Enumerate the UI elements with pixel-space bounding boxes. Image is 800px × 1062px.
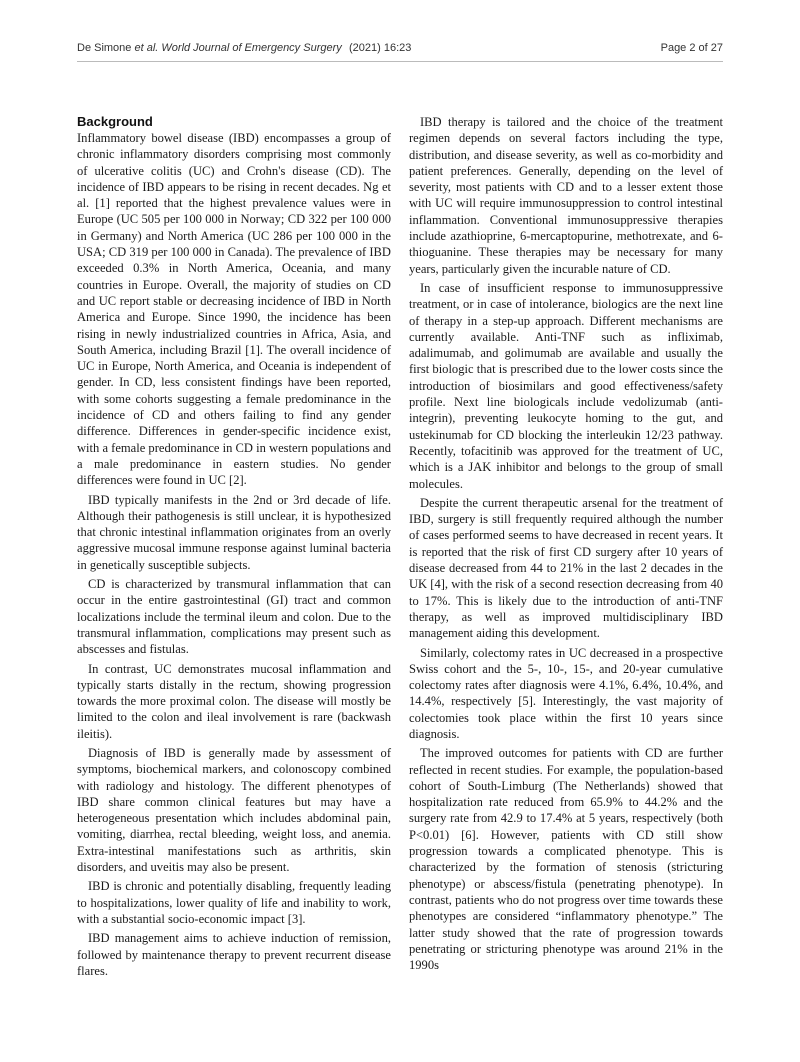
- header-journal: World Journal of Emergency Surgery: [161, 42, 342, 54]
- paragraph: IBD typically manifests in the 2nd or 3rd decade of life. Although their pathogenesis is still unclear, it is hypothesized that chronic intestinal inflammation originates from an overly aggressive mucosal immune response against luminal bacteria in genetically susceptible subjects.: [77, 492, 391, 572]
- paragraph: IBD is chronic and potentially disabling, frequently leading to hospitalizations, lower quality of life and inability to work, with a substantial socio-economic impact [3].: [77, 879, 391, 926]
- header-etal: et al.: [134, 42, 159, 54]
- paragraph: CD is characterized by transmural inflammation that can occur in the entire gastrointestinal (GI) tract and common localizations include the terminal ileum and colon. Due to the transmural inflammation, complications may present such as abscesses and fistulas.: [77, 577, 391, 657]
- paragraph: Similarly, colectomy rates in UC decreased in a prospective Swiss cohort and the 5-, 10-, 15-, and 20-year cumulative colectomy rates after diagnosis were 4.1%, 6.4%, 10.4%, and 14.4%, respectively [5]. Interestingly, the vast majority of colectomies took place within the first 10 years since diagnosis.: [409, 645, 723, 741]
- header-rule: [77, 61, 723, 62]
- header-page-number: Page 2 of 27: [660, 42, 723, 54]
- paragraph: IBD therapy is tailored and the choice of the treatment regimen depends on several factors including the type, distribution, and disease severity, as well as co-morbidity and patient preferences. Generally, depending on the level of severity, most patients with CD and to a lesser extent those with UC will require immunosuppression to control intestinal inflammation. Conventional immunosuppressive therapies include azathioprine, 6-mercaptopurine, methotrexate, and 6-thioguanine. These therapies may be necessary for many years, particularly given the incurable nature of CD.: [409, 115, 723, 276]
- header-author: De Simone: [77, 42, 132, 54]
- left-column: [77, 114, 391, 982]
- paragraph: In contrast, UC demonstrates mucosal inflammation and typically starts distally in the rectum, showing progression towards the more proximal colon. The disease will mostly be limited to the colon and ileal involvement is rare (backwash ileitis).: [77, 661, 391, 741]
- paragraph: IBD management aims to achieve induction of remission, followed by maintenance therapy to prevent recurrent disease flares.: [77, 931, 391, 978]
- paragraph: The improved outcomes for patients with CD are further reflected in recent studies. For example, the population-based cohort of South-Limburg (The Netherlands) showed that hospitalization rate reduced from 65.9% to 44.2% and the surgery rate from 42.9 to 17.4% at 5 years, respectively (both P<0.01) [6]. However, patients with CD still show progression towards a complicated phenotype. This is characterized by the formation of stenosis (stricturing phenotype) or abscess/fistula (penetrating phenotype). In contrast, patients who do not progress over time towards these phenotypes are considered “inflammatory phenotype.” The latter study showed that the rate of progression towards penetrating or stricturing phenotype was around 21% in the 1990s: [409, 746, 723, 973]
- section-heading: Background: [77, 114, 153, 129]
- header-citation: [77, 42, 342, 54]
- paragraph: Inflammatory bowel disease (IBD) encompasses a group of chronic inflammatory disorders comprising most commonly of ulcerative colitis (UC) and Crohn's disease (CD). The incidence of IBD appears to be rising in recent decades. Ng et al. [1] reported that the highest prevalence values were in Europe (UC 505 per 100 000 in Norway; CD 322 per 100 000 in Germany) and North America (UC 286 per 100 000 in the USA; CD 319 per 100 000 in Canada). The prevalence of IBD exceeded 0.3% in North America, Oceania, and many countries in Europe. Overall, the majority of studies on CD and UC report stable or decreasing incidence of IBD in North America and Europe. Since 1990, the incidence has been rising in newly industrialized countries in Africa, Asia, and South America, including Brazil [1]. The overall incidence of UC in Europe, North America, and Oceania is independent of gender. In CD, less consistent findings have been reported, with some cohorts suggesting a female predominance in the incidence of CD and others failing to find any gender difference. Differences in gender-specific incidence exist, with a female predominance in CD in western populations and a male predominance in eastern studies. No gender differences were found in UC [2].: [77, 131, 391, 488]
- paragraph: Diagnosis of IBD is generally made by assessment of symptoms, biochemical markers, and colonoscopy combined with radiology and histology. The different phenotypes of IBD share common clinical features but may have a heterogeneous presentation which includes abdominal pain, vomiting, diarrhea, rectal bleeding, weight loss, and anemia. Extra-intestinal manifestations such as arthritis, skin disorders, and uveitis may also be present.: [77, 745, 391, 875]
- header-year-volume: (2021) 16:23: [349, 42, 412, 54]
- running-header: [77, 42, 723, 60]
- right-column: [409, 114, 723, 976]
- paragraph: Despite the current therapeutic arsenal for the treatment of IBD, surgery is still frequently required although the number of cases performed seems to have decreased in recent years. It is reported that the risk of first CD surgery after 10 years of disease decreased from 44 to 21% in the last 2 decades in the UK [4], with the risk of a second resection decreasing from 40 to 17%. This is likely due to the introduction of anti-TNF therapy, as well as improved multidisciplinary IBD management aiding this development.: [409, 495, 723, 641]
- paragraph: In case of insufficient response to immunosuppressive treatment, or in case of intolerance, biologics are the next line of therapy in a step-up approach. Different mechanisms are currently available. Anti-TNF such as infliximab, adalimumab, and golimumab are available and usually the first biologic that is prescribed due to the lower costs since the introduction of biosimilars and good effectiveness/safety profile. Next line biologicals include vedolizumab (anti-integrin), preventing leukocyte homing to the gut, and ustekinumab for CD blocking the interleukin 12/23 pathway. Recently, tofacitinib was approved for the treatment of UC, which is a JAK inhibitor and belongs to the group of small molecules.: [409, 280, 723, 491]
